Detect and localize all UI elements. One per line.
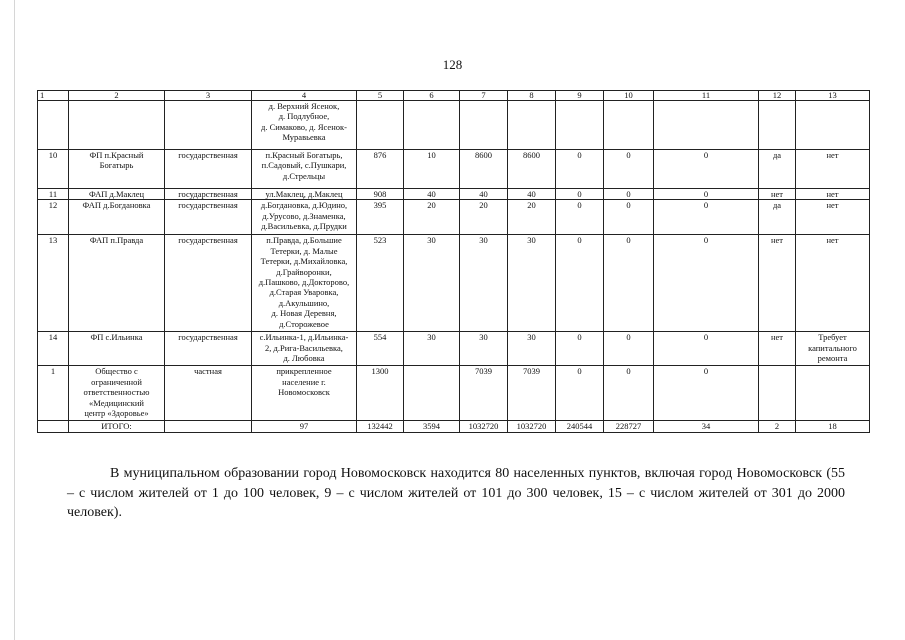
table-cell: с.Ильинка-1, д.Ильинка- 2, д.Рига-Васильевка, д. Любовка: [252, 332, 357, 366]
table-row: [38, 235, 870, 332]
table-cell: 0: [654, 150, 759, 189]
table-cell: 40: [508, 189, 556, 200]
table-header-row: [38, 91, 870, 101]
table-cell: ул.Маклец, д.Маклец: [252, 189, 357, 200]
table-cell: 0: [604, 189, 654, 200]
table-cell: 0: [604, 235, 654, 332]
table-cell: 11: [38, 189, 69, 200]
table-cell: [404, 366, 460, 421]
table-row: [38, 189, 870, 200]
table-cell: 0: [654, 200, 759, 235]
table-cell: 1032720: [460, 421, 508, 432]
header-cell: 9: [556, 91, 604, 101]
table-cell: 0: [556, 332, 604, 366]
table-cell: государственная: [165, 200, 252, 235]
table-cell: 30: [508, 235, 556, 332]
table-cell: 30: [508, 332, 556, 366]
table-cell: 20: [460, 200, 508, 235]
table-cell: 40: [404, 189, 460, 200]
table-cell: нет: [759, 332, 796, 366]
table-cell: Общество с ограниченной ответственностью «Медицинский центр «Здоровье»: [69, 366, 165, 421]
header-cell: 10: [604, 91, 654, 101]
body-paragraph: В муниципальном образовании город Новомосковск находится 80 населенных пунктов, включая город Новомосковск (55 – с числом жителей от 1 до 100 человек, 9 – с числом жителей от 101 до 300 человек, 15 – с числом жителей от 301 до 2000 человек).: [67, 466, 845, 520]
page-edge-line: [14, 0, 15, 640]
table-cell: 30: [404, 332, 460, 366]
header-cell: 2: [69, 91, 165, 101]
table-row: [38, 332, 870, 366]
table-cell: 228727: [604, 421, 654, 432]
table-cell: [508, 101, 556, 150]
table-cell: 13: [38, 235, 69, 332]
table-row: [38, 200, 870, 235]
header-cell: 12: [759, 91, 796, 101]
table-cell: [654, 101, 759, 150]
table-cell: ФАП д.Богдановка: [69, 200, 165, 235]
table-cell: 0: [654, 332, 759, 366]
table-cell: 12: [38, 200, 69, 235]
table-cell: государственная: [165, 332, 252, 366]
table-cell: 30: [460, 235, 508, 332]
table-cell: 0: [604, 332, 654, 366]
table-cell: 876: [357, 150, 404, 189]
table-cell: 40: [460, 189, 508, 200]
table-cell: 908: [357, 189, 404, 200]
table-cell: 3594: [404, 421, 460, 432]
header-cell: 6: [404, 91, 460, 101]
table-cell: 30: [460, 332, 508, 366]
table-cell: государственная: [165, 189, 252, 200]
table-cell: 1300: [357, 366, 404, 421]
table-cell: ИТОГО:: [69, 421, 165, 432]
table-cell: 0: [654, 189, 759, 200]
table-cell: государственная: [165, 235, 252, 332]
table-cell: [759, 366, 796, 421]
table-cell: 0: [556, 235, 604, 332]
table-cell: 34: [654, 421, 759, 432]
table-cell: д.Богдановка, д.Юдино, д.Урусово, д.Знаменка, д.Васильевка, д.Прудки: [252, 200, 357, 235]
header-cell: 4: [252, 91, 357, 101]
table-cell: [69, 101, 165, 150]
table-cell: 0: [654, 235, 759, 332]
table-cell: ФАП д.Маклец: [69, 189, 165, 200]
table-cell: [165, 421, 252, 432]
table-cell: 240544: [556, 421, 604, 432]
header-cell: 13: [796, 91, 870, 101]
table-cell: [759, 101, 796, 150]
table-cell: [404, 101, 460, 150]
table-cell: 523: [357, 235, 404, 332]
table-cell: ФП с.Ильинка: [69, 332, 165, 366]
table-cell: 20: [404, 200, 460, 235]
data-table: [37, 90, 870, 433]
table-cell: 7039: [460, 366, 508, 421]
table-cell: 18: [796, 421, 870, 432]
table-cell: [796, 101, 870, 150]
header-cell: 11: [654, 91, 759, 101]
table-cell: [38, 101, 69, 150]
table-cell: 0: [604, 200, 654, 235]
table-cell: [796, 366, 870, 421]
table-row: [38, 366, 870, 421]
table-cell: 132442: [357, 421, 404, 432]
header-cell: 5: [357, 91, 404, 101]
table-cell: 14: [38, 332, 69, 366]
table-cell: 0: [654, 366, 759, 421]
table-cell: [556, 101, 604, 150]
table-cell: 2: [759, 421, 796, 432]
table-cell: частная: [165, 366, 252, 421]
table-cell: 8600: [508, 150, 556, 189]
table-cell: 0: [604, 150, 654, 189]
table-row: [38, 101, 870, 150]
table-cell: нет: [796, 200, 870, 235]
table-cell: 0: [556, 366, 604, 421]
table-cell: нет: [759, 189, 796, 200]
table-cell: 8600: [460, 150, 508, 189]
header-cell: 8: [508, 91, 556, 101]
table-cell: [357, 101, 404, 150]
table-cell: [460, 101, 508, 150]
table-cell: ФП п.Красный Богатырь: [69, 150, 165, 189]
table-cell: 0: [604, 366, 654, 421]
table-cell: 554: [357, 332, 404, 366]
table-total-row: [38, 421, 870, 432]
table-cell: нет: [796, 189, 870, 200]
table-cell: да: [759, 200, 796, 235]
table-cell: прикрепленное население г. Новомосковск: [252, 366, 357, 421]
table-cell: нет: [796, 235, 870, 332]
table-cell: государственная: [165, 150, 252, 189]
table-cell: п.Красный Богатырь, п.Садовый, с.Пушкари, д.Стрельцы: [252, 150, 357, 189]
table-cell: нет: [759, 235, 796, 332]
table-cell: 395: [357, 200, 404, 235]
table-cell: д. Верхний Ясенок, д. Подлубное, д. Симаково, д. Ясенок-Муравьевка: [252, 101, 357, 150]
table-cell: 7039: [508, 366, 556, 421]
table-cell: 97: [252, 421, 357, 432]
table-cell: 20: [508, 200, 556, 235]
table-cell: 1032720: [508, 421, 556, 432]
table-cell: да: [759, 150, 796, 189]
table-cell: 0: [556, 189, 604, 200]
table-cell: 0: [556, 150, 604, 189]
table-cell: 10: [404, 150, 460, 189]
table-cell: Требует капитального ремонта: [796, 332, 870, 366]
header-cell: 1: [38, 91, 69, 101]
table-cell: 10: [38, 150, 69, 189]
table-cell: [604, 101, 654, 150]
table-cell: 30: [404, 235, 460, 332]
table-cell: ФАП п.Правда: [69, 235, 165, 332]
table-cell: 0: [556, 200, 604, 235]
table-cell: [38, 421, 69, 432]
header-cell: 7: [460, 91, 508, 101]
table-row: [38, 150, 870, 189]
table-cell: нет: [796, 150, 870, 189]
table-cell: 1: [38, 366, 69, 421]
header-cell: 3: [165, 91, 252, 101]
page-number: 128: [442, 57, 463, 72]
table-cell: [165, 101, 252, 150]
table-cell: п.Правда, д.Большие Тетерки, д. Малые Тетерки, д.Михайловка, д.Грайворонки, д.Пашково, д.Докторово, д.Старая Уваровка, д.Акульшино, д. Новая Деревня, д.Сторожевое: [252, 235, 357, 332]
